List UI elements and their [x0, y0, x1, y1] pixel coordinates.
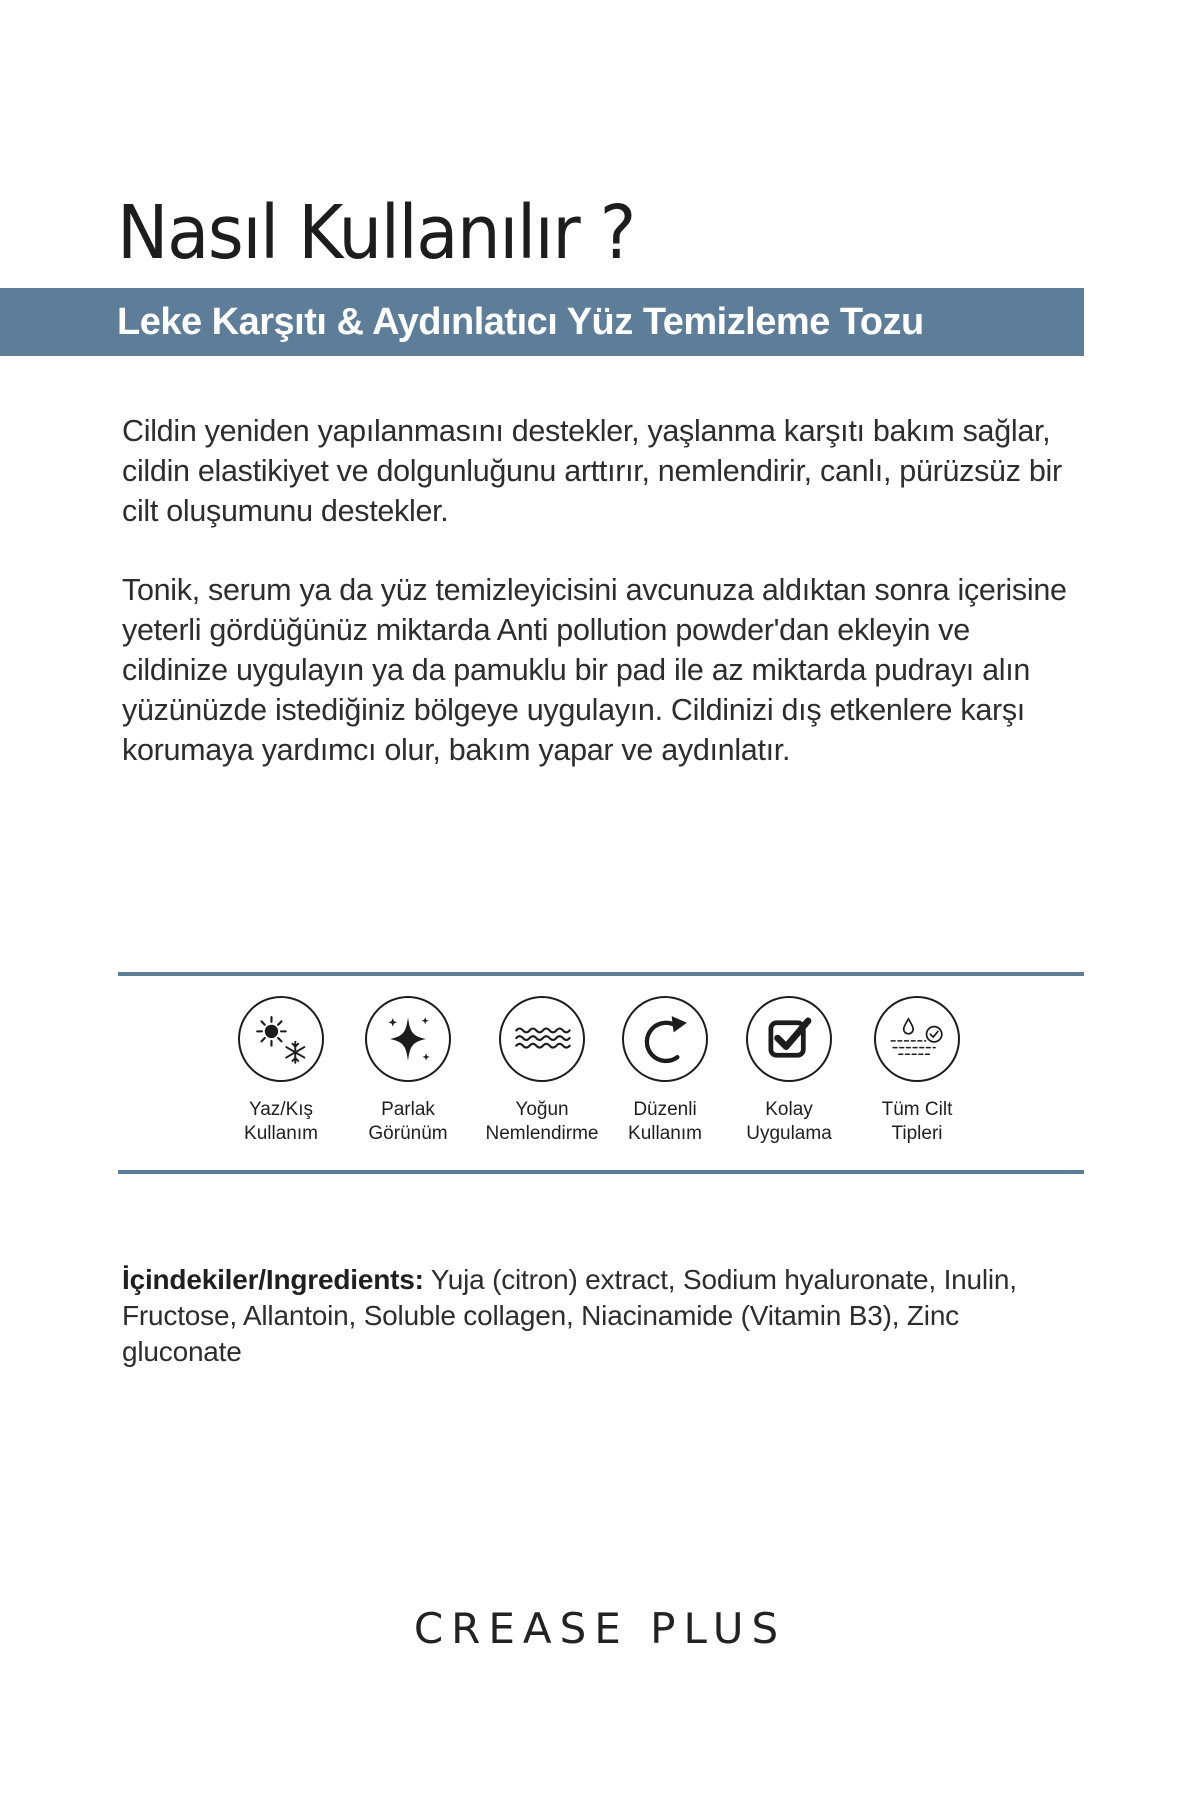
checkbox-icon — [746, 996, 832, 1082]
feature-label-line2: Tipleri — [891, 1123, 943, 1144]
sun-snowflake-icon — [238, 996, 324, 1082]
feature-label-line1: Kolay — [765, 1099, 813, 1120]
feature-label-line1: Tüm Cilt — [881, 1099, 953, 1120]
page-title: Nasıl Kullanılır ? — [117, 190, 635, 276]
feature-label-line2: Kullanım — [244, 1123, 318, 1144]
brand-logo: CREASE PLUS — [413, 1604, 787, 1653]
divider-bottom — [118, 1170, 1084, 1174]
skin-layers-icon — [874, 996, 960, 1082]
feature-label-line1: Yaz/Kış — [248, 1099, 314, 1120]
repeat-arrow-icon — [622, 996, 708, 1082]
usage-paragraph: Tonik, serum ya da yüz temizleyicisini avcunuza aldıktan sonra içerisine yeterli gördüğünüz miktarda Anti pollution powder'dan ekleyin ve cildinize uygulayın ya da pamuklu bir pad ile az miktarda pudrayı alın yüzünüzde istediğiniz bölgeye uygulayın. Cildinizi dış etkenlere karşı korumaya yardımcı olur, bakım yapar ve aydınlatır. — [122, 573, 1067, 767]
sparkle-icon — [365, 996, 451, 1082]
ingredients-text: Yuja (citron) extract, Sodium hyaluronate, Inulin, Fructose, Allantoin, Soluble collagen, Niacinamide (Vitamin B3), Zinc gluconate — [122, 1264, 1017, 1367]
feature-label-line2: Uygulama — [746, 1123, 832, 1144]
feature-label-line2: Kullanım — [628, 1123, 702, 1144]
divider-top — [118, 972, 1084, 976]
feature-label-line2: Nemlendirme — [485, 1123, 599, 1144]
feature-item — [333, 996, 483, 1146]
ingredients-label: İçindekiler/Ingredients: — [122, 1264, 424, 1295]
feature-icons-row — [0, 996, 1200, 1156]
feature-item — [842, 996, 992, 1146]
description-paragraph: Cildin yeniden yapılanmasını destekler, yaşlanma karşıtı bakım sağlar, cildin elastikiyet ve dolgunluğunu arttırır, nemlendirir, canlı, pürüzsüz bir cilt oluşumunu destekler. — [122, 414, 1062, 528]
ingredients-section — [122, 1262, 1082, 1370]
feature-label-line1: Düzenli — [633, 1099, 697, 1120]
feature-label-line2: Görünüm — [368, 1123, 448, 1144]
product-subtitle: Leke Karşıtı & Aydınlatıcı Yüz Temizleme Tozu — [117, 301, 924, 343]
feature-label-line1: Yoğun — [515, 1099, 569, 1120]
feature-label-line1: Parlak — [381, 1099, 435, 1120]
waves-icon — [499, 996, 585, 1082]
subtitle-band — [0, 288, 1084, 356]
